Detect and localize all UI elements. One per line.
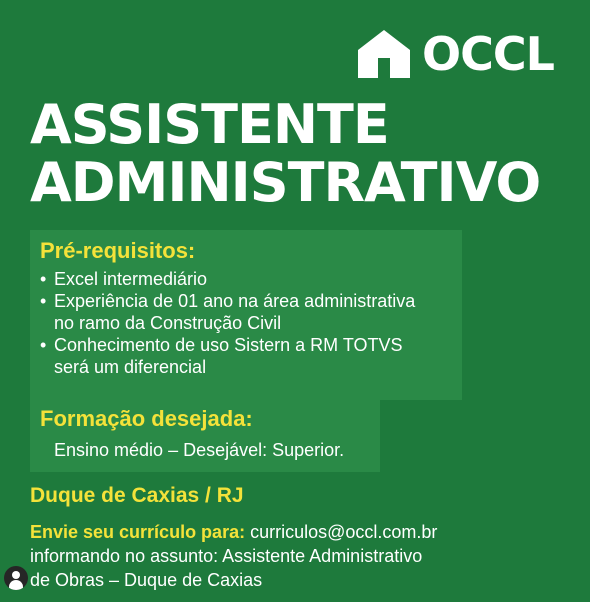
requirement-item: • Excel intermediário — [40, 268, 462, 290]
education-heading: Formação desejada: — [40, 406, 253, 431]
contact-email[interactable]: curriculos@occl.com.br — [245, 522, 438, 542]
title-line-1: ASSISTENTE — [30, 93, 389, 156]
education-section — [30, 400, 380, 472]
requirement-item: • Conhecimento de uso Sistern a RM TOTVS será um diferencial — [40, 334, 462, 378]
prerequisites-list — [40, 268, 462, 378]
page-title — [30, 93, 541, 214]
contact-label: Envie seu currículo para: — [30, 522, 246, 542]
location-text: Duque de Caxias / RJ — [30, 484, 244, 507]
user-avatar-icon[interactable] — [4, 566, 28, 590]
prerequisites-section — [30, 230, 462, 400]
prerequisites-heading: Pré-requisitos: — [40, 238, 196, 263]
education-text: Ensino médio – Desejável: Superior. — [54, 440, 345, 460]
requirement-item: • Experiência de 01 ano na área administrativa no ramo da Construção Civil — [40, 290, 462, 334]
brand-logo — [356, 28, 554, 80]
title-line-2: ADMINISTRATIVO — [30, 151, 541, 214]
contact-info — [30, 520, 580, 592]
contact-subject: informando no assunto: Assistente Administrativo de Obras – Duque de Caxias — [30, 546, 423, 590]
house-logo-icon — [356, 28, 412, 80]
brand-name: OCCL — [422, 27, 554, 81]
